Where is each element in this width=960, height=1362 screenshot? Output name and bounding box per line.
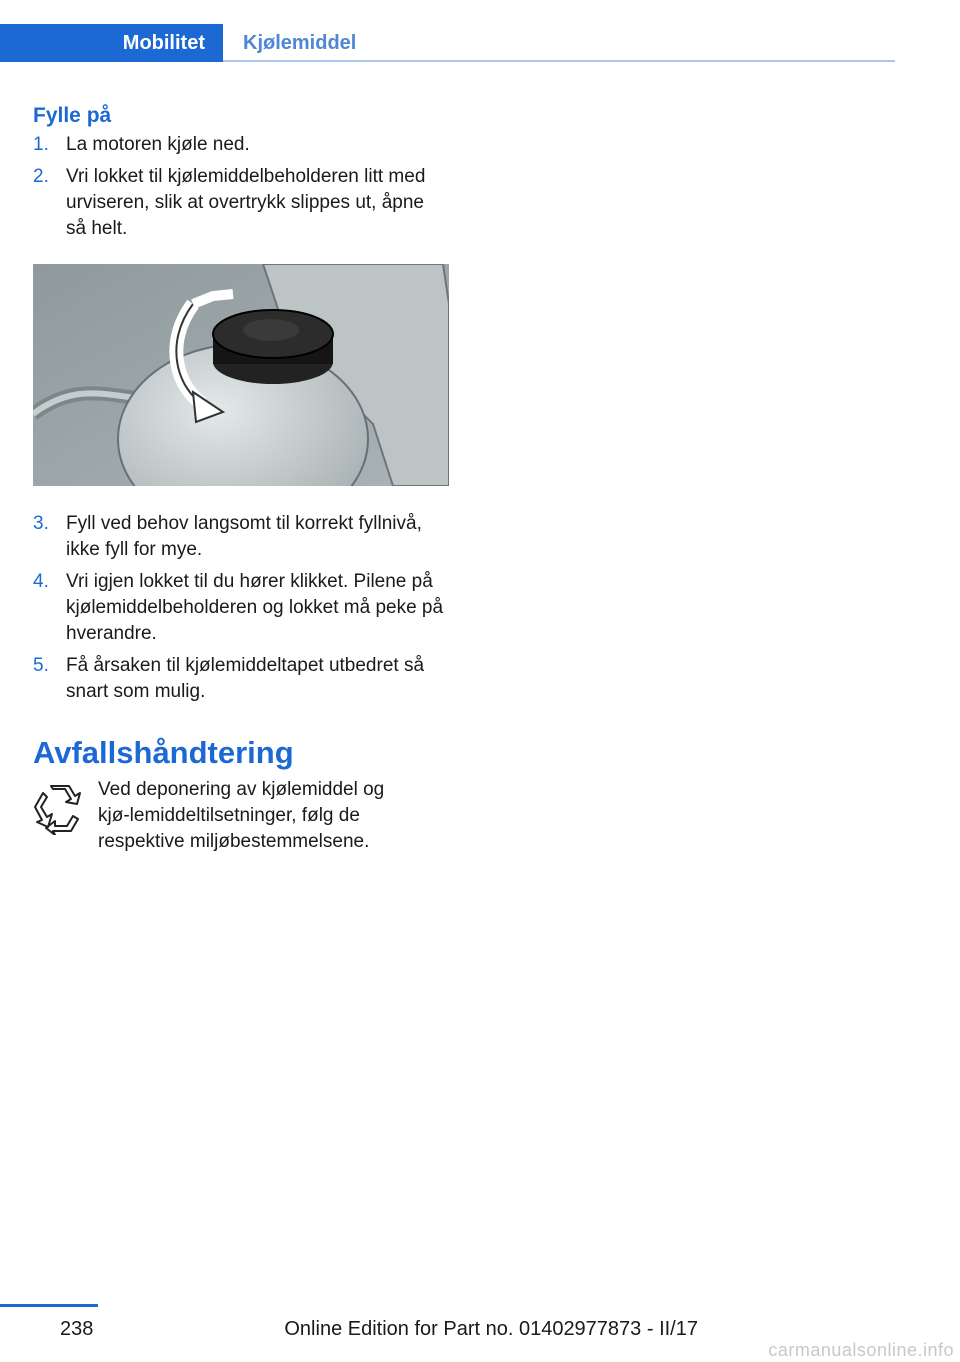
section-heading-disposal: Avfallshåndtering xyxy=(33,735,294,770)
step-number: 3. xyxy=(33,513,49,534)
step-number: 1. xyxy=(33,134,49,155)
section-heading-fill: Fylle på xyxy=(33,104,112,127)
step-text: Fyll ved behov langsomt til korrekt fyllnivå, ikke fyll for mye. xyxy=(66,513,422,560)
watermark: carmanualsonline.info xyxy=(768,1340,954,1360)
step-text: Få årsaken til kjølemiddeltapet utbedret så snart som mulig. xyxy=(66,655,425,702)
list-item xyxy=(33,569,449,647)
page-header xyxy=(0,24,895,62)
disposal-note xyxy=(33,777,449,855)
disposal-text: Ved deponering av kjølemiddel og kjø‑lemiddeltilsetninger, følg de respektive miljøbestemmelsene. xyxy=(98,779,385,852)
header-divider xyxy=(223,60,895,62)
tab-kjolemiddel[interactable]: Kjølemiddel xyxy=(243,31,357,54)
step-number: 4. xyxy=(33,571,49,592)
list-item xyxy=(33,132,449,158)
edition-label: Online Edition for Part no. 01402977873 - II/17 xyxy=(284,1318,698,1340)
list-item xyxy=(33,164,449,242)
tab-mobilitet[interactable]: Mobilitet xyxy=(0,24,223,62)
step-text: Vri lokket til kjølemiddelbeholderen litt med urviseren, slik at overtrykk slippes ut, åpne så helt. xyxy=(66,166,426,239)
page-number: 238 xyxy=(60,1318,94,1340)
step-number: 5. xyxy=(33,655,49,676)
list-item xyxy=(33,511,449,563)
steps-list-a xyxy=(33,132,449,242)
recycle-icon xyxy=(33,783,85,835)
step-text: Vri igjen lokket til du hører klikket. Pilene på kjølemiddelbeholderen og lokket må peke på hverandre. xyxy=(66,571,444,644)
step-text: La motoren kjøle ned. xyxy=(66,134,250,155)
step-number: 2. xyxy=(33,166,49,187)
footer-divider xyxy=(0,1304,98,1307)
coolant-cap-illustration xyxy=(33,264,449,486)
list-item xyxy=(33,653,449,705)
steps-list-b xyxy=(33,511,449,705)
main-content xyxy=(33,100,449,855)
